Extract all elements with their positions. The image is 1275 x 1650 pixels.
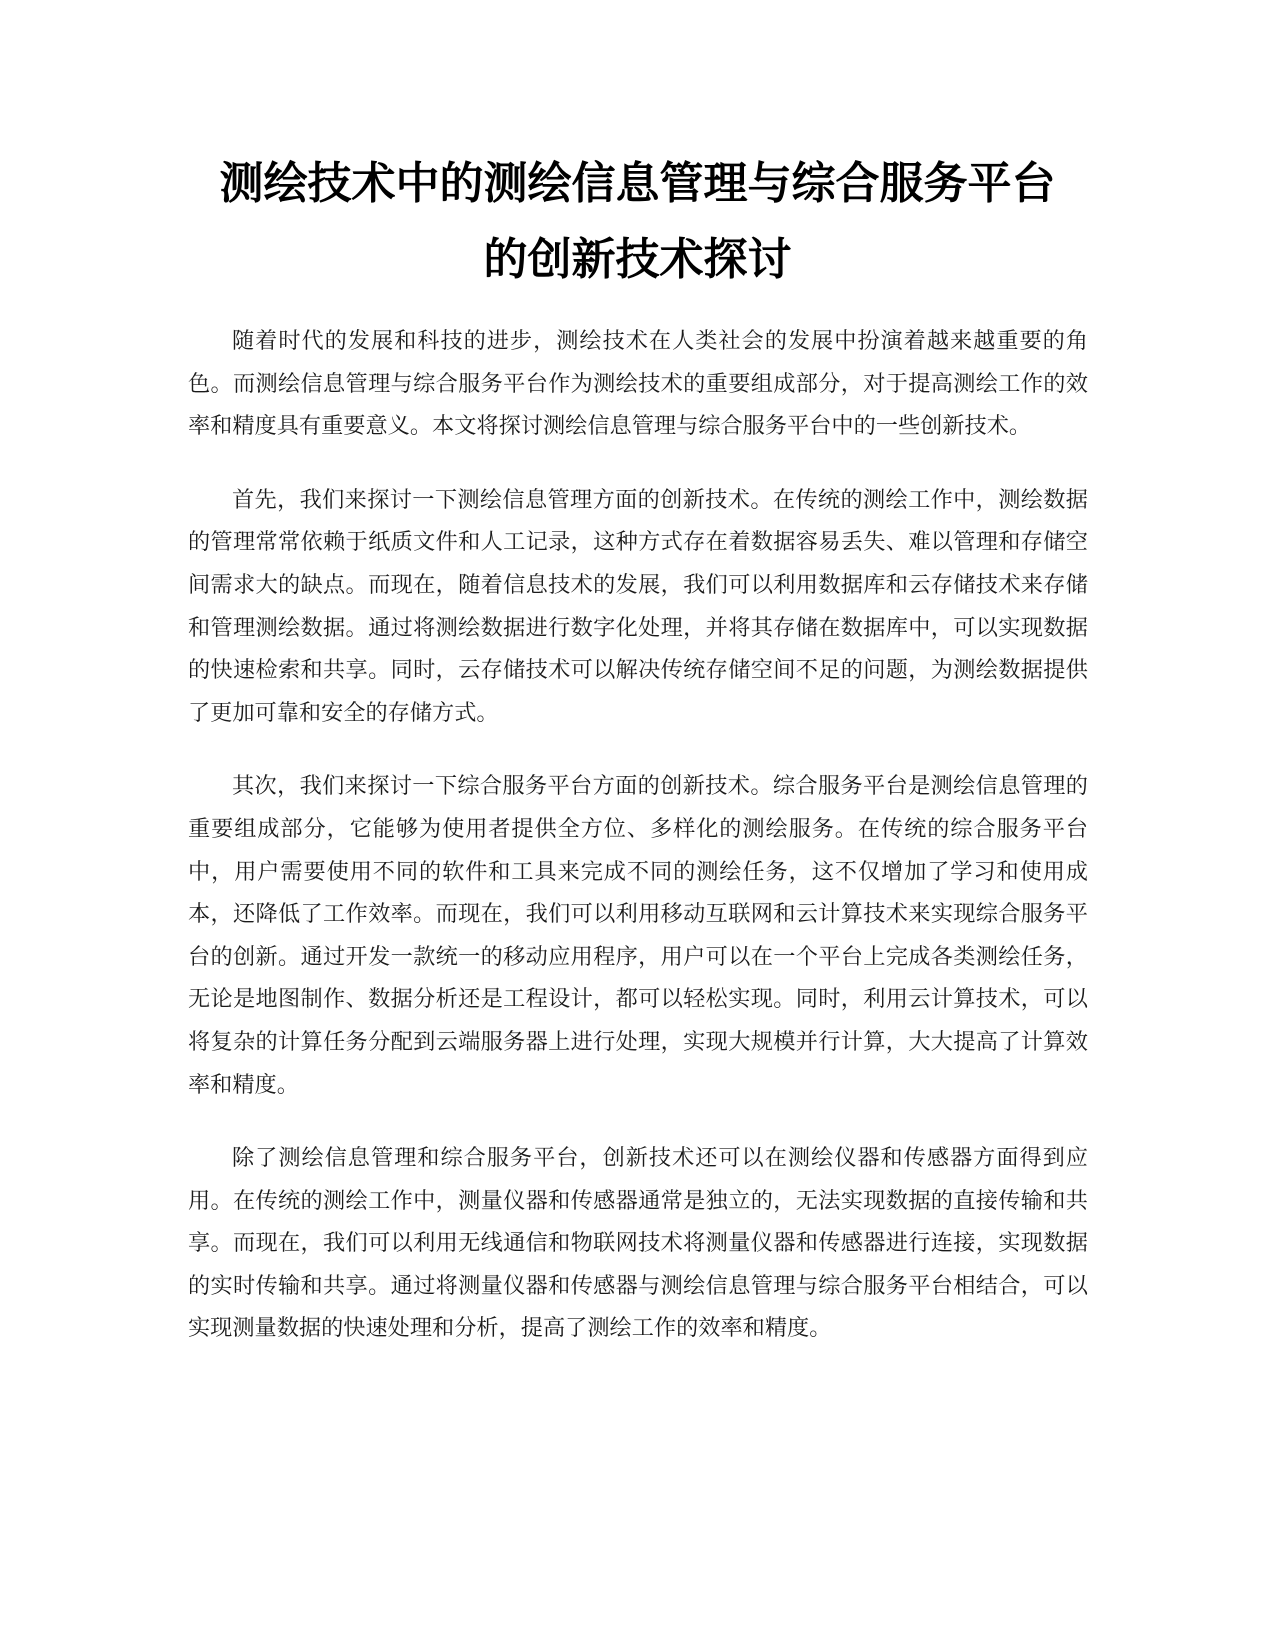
document-body: [188, 320, 1088, 1381]
title-line-1: 测绘技术中的测绘信息管理与综合服务平台: [219, 158, 1056, 209]
paragraph-1: 随着时代的发展和科技的进步，测绘技术在人类社会的发展中扮演着越来越重要的角色。而测绘信息管理与综合服务平台作为测绘技术的重要组成部分，对于提高测绘工作的效率和精度具有重要意义。本文将探讨测绘信息管理与综合服务平台中的一些创新技术。: [188, 328, 1088, 440]
title-line-2: 的创新技术探讨: [483, 234, 792, 285]
document-title: [160, 146, 1115, 298]
paragraph-4: 除了测绘信息管理和综合服务平台，创新技术还可以在测绘仪器和传感器方面得到应用。在传统的测绘工作中，测量仪器和传感器通常是独立的，无法实现数据的直接传输和共享。而现在，我们可以利用无线通信和物联网技术将测量仪器和传感器进行连接，实现数据的实时传输和共享。通过将测量仪器和传感器与测绘信息管理与综合服务平台相结合，可以实现测量数据的快速处理和分析，提高了测绘工作的效率和精度。: [188, 1145, 1088, 1342]
paragraph-2: 首先，我们来探讨一下测绘信息管理方面的创新技术。在传统的测绘工作中，测绘数据的管理常常依赖于纸质文件和人工记录，这种方式存在着数据容易丢失、难以管理和存储空间需求大的缺点。而现在，随着信息技术的发展，我们可以利用数据库和云存储技术来存储和管理测绘数据。通过将测绘数据进行数字化处理，并将其存储在数据库中，可以实现数据的快速检索和共享。同时，云存储技术可以解决传统存储空间不足的问题，为测绘数据提供了更加可靠和安全的存储方式。: [188, 486, 1088, 726]
paragraph-3: 其次，我们来探讨一下综合服务平台方面的创新技术。综合服务平台是测绘信息管理的重要组成部分，它能够为使用者提供全方位、多样化的测绘服务。在传统的综合服务平台中，用户需要使用不同的软件和工具来完成不同的测绘任务，这不仅增加了学习和使用成本，还降低了工作效率。而现在，我们可以利用移动互联网和云计算技术来实现综合服务平台的创新。通过开发一款统一的移动应用程序，用户可以在一个平台上完成各类测绘任务，无论是地图制作、数据分析还是工程设计，都可以轻松实现。同时，利用云计算技术，可以将复杂的计算任务分配到云端服务器上进行处理，实现大规模并行计算，大大提高了计算效率和精度。: [188, 773, 1088, 1098]
